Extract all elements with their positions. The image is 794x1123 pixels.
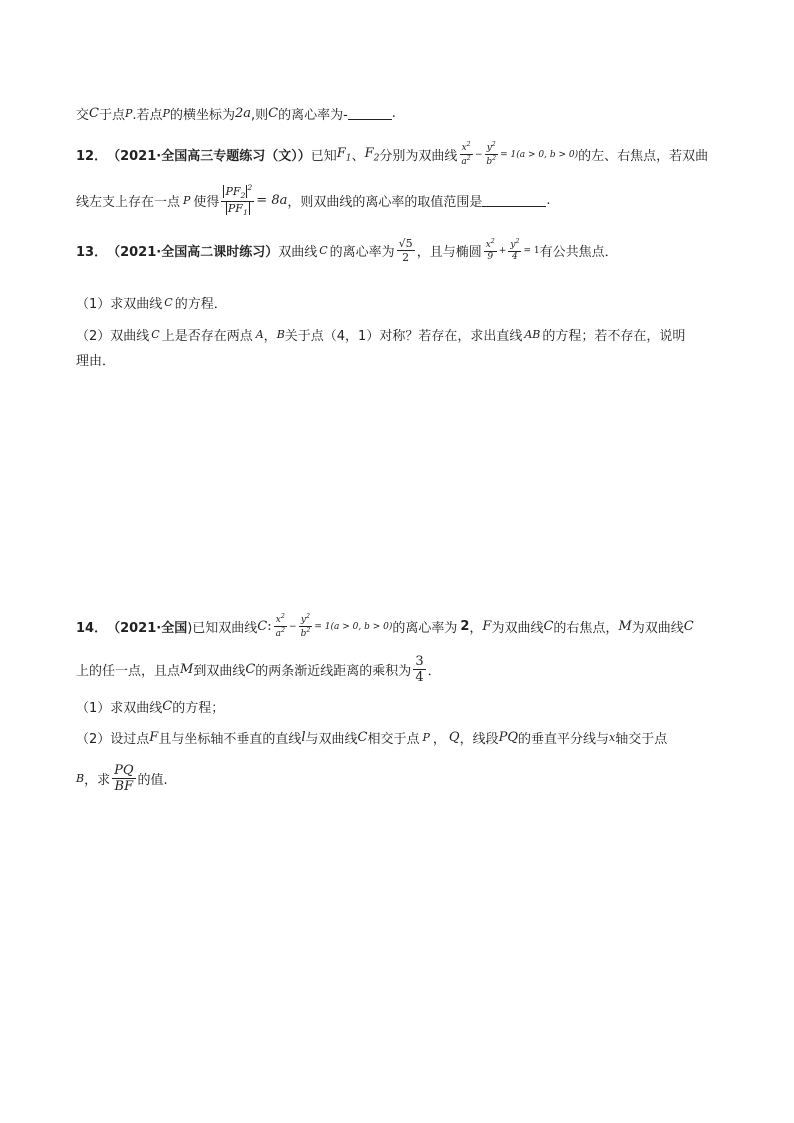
math-p: P	[162, 107, 170, 120]
text: 的左、右焦点，若双曲	[578, 149, 709, 164]
question-14-part-2-cont	[76, 764, 168, 793]
question-13-part-2-cont	[76, 350, 115, 369]
math-f: F	[149, 730, 159, 745]
math-b: B	[76, 772, 85, 785]
ellipse-equation: $\frac{x^2}{9}$ + $\frac{y^2}{4}$ = 1	[485, 238, 540, 262]
text: ，线段	[459, 732, 499, 747]
question-12-line-2	[76, 184, 551, 216]
text: 理由．	[76, 354, 116, 369]
text: ，	[263, 329, 277, 344]
text: 的垂直平分线与	[518, 732, 610, 747]
pf-ratio-fraction: $\frac{PF_2^2}{PF_1}$	[221, 184, 254, 216]
text: 上的任一点，且点	[76, 664, 181, 679]
text: 且与坐标轴不垂直的直线	[158, 732, 302, 747]
text: ，且与椭圆	[416, 245, 482, 260]
math-f: F	[482, 619, 492, 634]
math-p: P	[422, 731, 430, 744]
text: 的离心率为	[329, 245, 395, 260]
question-14-part-1	[76, 697, 224, 716]
question-12-line-1	[76, 142, 708, 167]
text: 的方程；	[172, 701, 225, 716]
text: 分别为双曲线	[379, 149, 458, 164]
math-b: B	[276, 328, 285, 341]
math-ab: AB	[524, 328, 541, 341]
text: ，求	[84, 773, 111, 788]
text: 上是否存在两点	[161, 329, 253, 344]
math-a: A	[255, 328, 264, 341]
text: （2）双曲线	[76, 329, 150, 344]
math-c: C	[151, 328, 160, 341]
question-14-part-2	[76, 728, 667, 747]
eccentricity-value: 2	[460, 619, 470, 634]
math-p: P	[124, 107, 133, 120]
question-source: （2021·全国	[107, 621, 188, 636]
math-c: C	[89, 106, 99, 121]
math-p: P	[183, 193, 191, 207]
text: 使得	[193, 194, 220, 210]
math-c: C	[543, 619, 554, 634]
text: 相交于点	[367, 732, 420, 747]
question-source: （2021·全国高二课时练习）	[107, 245, 279, 260]
text: 于点	[98, 108, 125, 123]
text: 的两条渐近线距离的乘积为	[255, 664, 412, 679]
text: ，	[469, 621, 483, 636]
ratio-fraction: $\frac{PQ}{BF}$	[114, 763, 134, 794]
math-value: 2a	[234, 106, 251, 121]
math-m: M	[618, 619, 632, 634]
hyperbola-equation: $\frac{x^2}{a^2}$ − $\frac{y^2}{b^2}$ = 1(a > 0, b > 0)	[461, 141, 579, 167]
text: 交	[76, 108, 90, 123]
text: 轴交于点	[615, 732, 668, 747]
text: ,则	[250, 108, 269, 123]
math-l: l	[301, 730, 306, 745]
math-f2: $F_2$	[364, 145, 380, 164]
text: :	[267, 619, 272, 634]
question-number: 14．	[76, 621, 108, 636]
question-11-continuation	[76, 104, 396, 123]
text: 的值.	[137, 773, 168, 788]
text: 为双曲线	[491, 621, 544, 636]
text: （1）求双曲线	[76, 297, 163, 312]
text: ，	[432, 732, 446, 747]
math-f1: $F_1$	[336, 145, 352, 164]
math-pq: PQ	[498, 730, 518, 745]
question-source: （2021·全国高三专题练习（文））	[107, 149, 311, 164]
question-13-part-1	[76, 293, 227, 312]
text: 的离心率为-	[278, 108, 348, 123]
math-c: C	[319, 244, 328, 257]
text: 的方程；若不存在，说明	[542, 329, 686, 344]
text: （1）求双曲线	[76, 701, 163, 716]
text: 的右焦点，	[553, 621, 619, 636]
text: 为双曲线	[631, 621, 684, 636]
text: （2）设过点	[76, 732, 150, 747]
question-14-line-2	[76, 655, 441, 684]
product-fraction: $\frac{3}{4}$	[415, 654, 424, 685]
answer-blank	[348, 107, 392, 120]
math-m: M	[180, 662, 194, 677]
text: 双曲线	[278, 245, 318, 260]
question-14-line-1	[76, 614, 694, 639]
text: ，则双曲线的离心率的取值范围是	[287, 194, 483, 210]
math-rhs: = 8a	[256, 192, 288, 208]
answer-blank	[482, 194, 546, 207]
math-c: C	[162, 699, 173, 714]
text: 关于点（4，1）对称？若存在，求出直线	[284, 329, 523, 344]
question-13-line-1	[76, 238, 618, 263]
text: 的离心率为	[392, 621, 458, 636]
text: 的横坐标为	[169, 108, 235, 123]
hyperbola-equation: $\frac{x^2}{a^2}$ − $\frac{y^2}{b^2}$ = 1(a > 0, b > 0)	[275, 613, 393, 639]
math-c: C	[268, 106, 279, 121]
text: 、	[351, 149, 365, 164]
text: 的方程．	[174, 297, 227, 312]
math-c: C	[245, 662, 256, 677]
text: .	[546, 192, 551, 208]
math-c: C	[257, 619, 268, 634]
text: 与双曲线	[305, 732, 358, 747]
math-c: C	[683, 619, 694, 634]
text: .	[391, 106, 396, 121]
math-c: C	[357, 730, 368, 745]
text: 到双曲线	[193, 664, 246, 679]
math-q: Q	[448, 730, 460, 745]
question-number: 13．	[76, 245, 108, 260]
text: ．	[427, 664, 441, 679]
math-c: C	[164, 296, 173, 309]
text: .若点	[132, 108, 163, 123]
text: 有公共焦点．	[539, 245, 618, 260]
question-number: 12．	[76, 149, 108, 164]
text: )已知双曲线	[187, 621, 258, 636]
text: 已知	[310, 149, 337, 164]
question-13-part-2	[76, 325, 685, 344]
text: 线左支上存在一点	[76, 194, 181, 210]
math-x: x	[609, 731, 616, 744]
eccentricity-fraction: $\frac{√5}{2}$	[398, 237, 413, 264]
